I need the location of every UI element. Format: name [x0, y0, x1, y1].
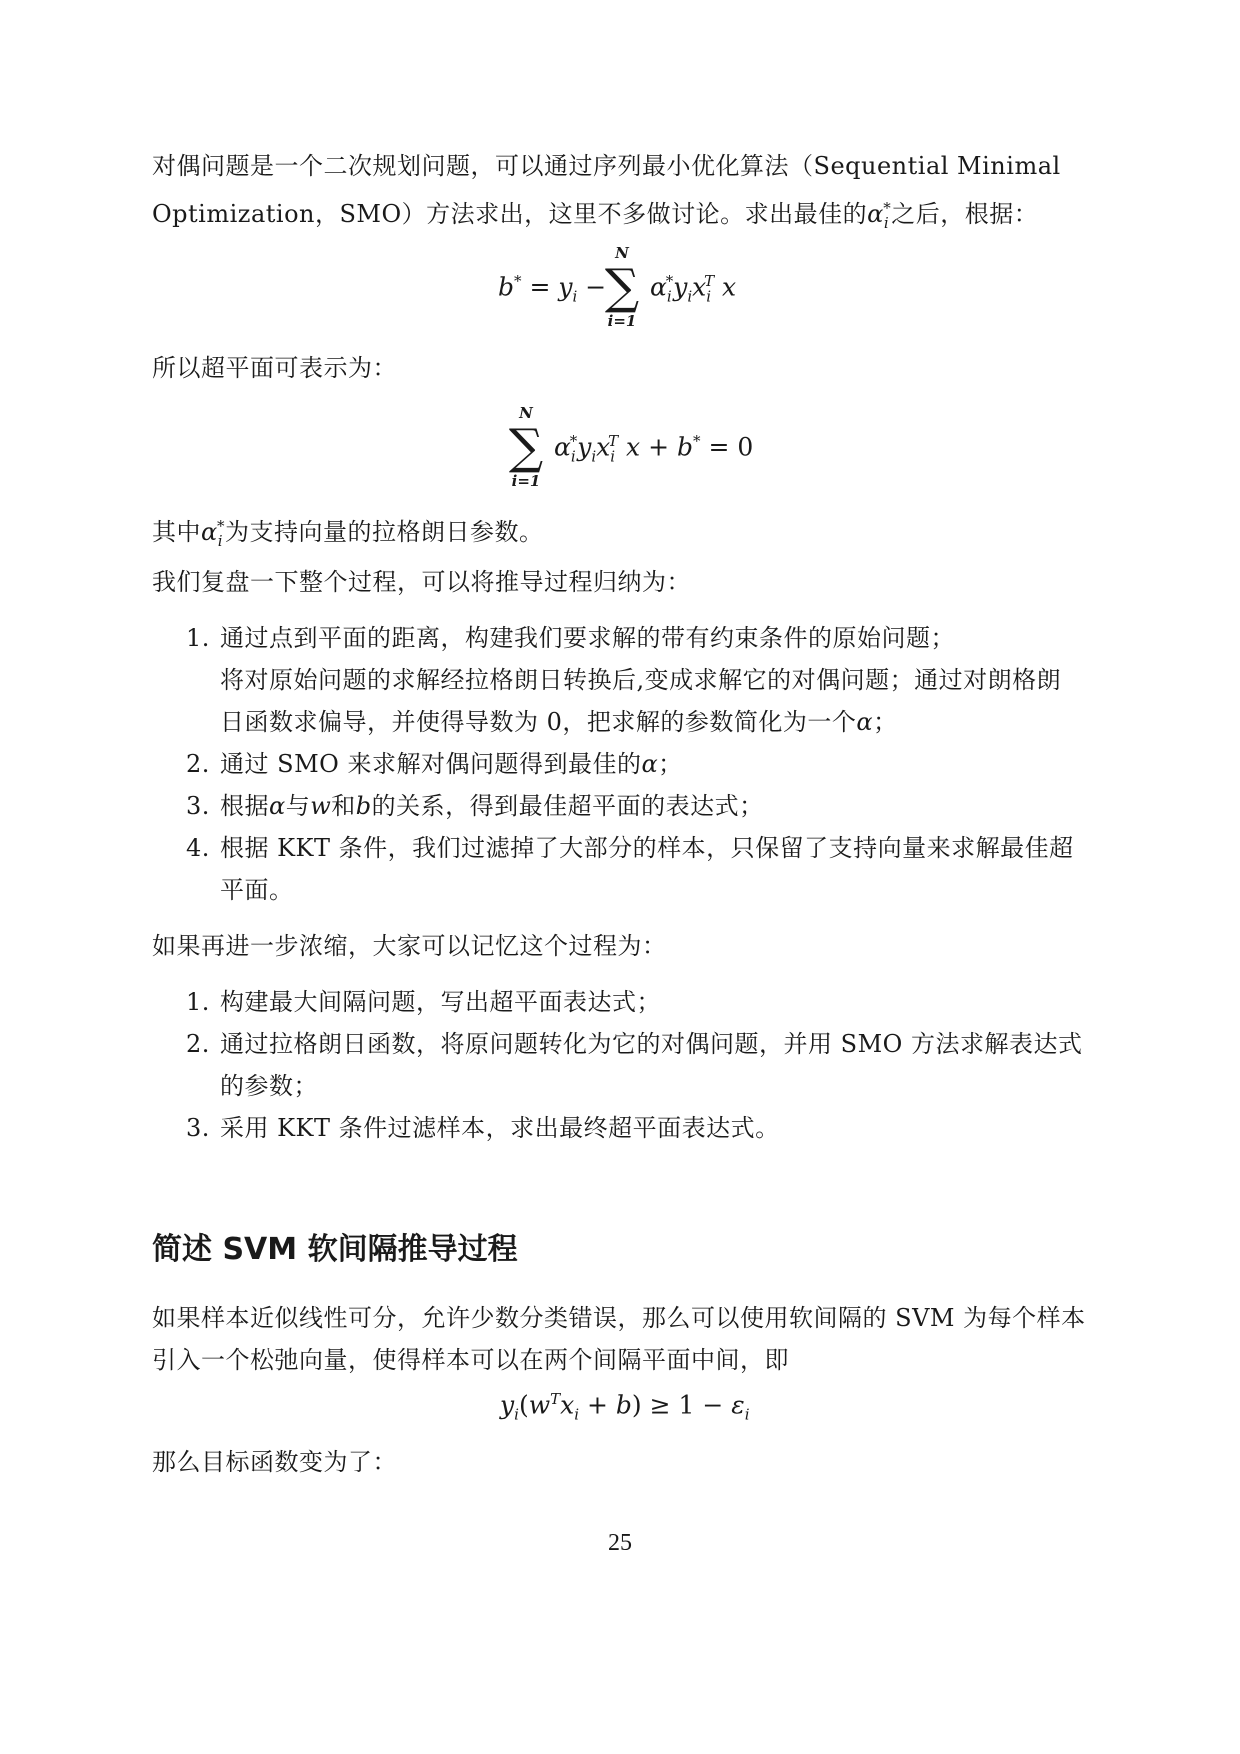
p1-line2-post: 之后，根据：	[891, 200, 1039, 228]
paragraph-line	[152, 510, 544, 557]
list-item: 3. 根据α与w和b的关系，得到最佳超平面的表达式；	[186, 792, 764, 820]
list-item-continuation: 将对原始问题的求解经拉格朗日转换后,变成求解它的对偶问题；通过对朗格朗	[220, 666, 1062, 694]
list-item-continuation: 日函数求偏导，并使得导数为 0，把求解的参数简化为一个α；	[220, 708, 898, 736]
list-item: 1. 构建最大间隔问题，写出超平面表达式；	[186, 988, 661, 1016]
equation-b-star: $b^* = y_i$ −	[498, 272, 607, 306]
paragraph-line	[152, 566, 691, 598]
list-item: 2. 通过拉格朗日函数，将原问题转化为它的对偶问题，并用 SMO 方法求解表达式	[186, 1030, 1083, 1058]
paragraph-line	[152, 1344, 789, 1376]
summation-symbol: N ∑ i=1	[508, 404, 544, 490]
list-item: 1. 通过点到平面的距离，构建我们要求解的带有约束条件的原始问题；	[186, 624, 955, 652]
equation-b-star-terms: $\alpha_i^*y_ix_i^T$ x	[650, 272, 737, 306]
p1-line2-pre: Optimization，SMO）方法求出，这里不多做讨论。求出最佳的	[152, 200, 868, 228]
p4: 我们复盘一下整个过程，可以将推导过程归纳为：	[152, 568, 691, 596]
p7: 那么目标函数变为了：	[152, 1448, 397, 1476]
paragraph-line	[152, 930, 667, 962]
summation-symbol: N ∑ i=1	[604, 244, 640, 330]
section-heading: 简述 SVM 软间隔推导过程	[152, 1232, 518, 1267]
list-item: 2. 通过 SMO 来求解对偶问题得到最佳的α；	[186, 750, 683, 778]
alpha-star-symbol: $\alpha_i^*$	[201, 517, 226, 550]
list-item: 3. 采用 KKT 条件过滤样本，求出最终超平面表达式。	[186, 1114, 780, 1142]
paragraph-line	[152, 150, 1061, 182]
p6-line1: 如果样本近似线性可分，允许少数分类错误，那么可以使用软间隔的 SVM 为每个样本	[152, 1304, 1086, 1332]
list-item: 4. 根据 KKT 条件，我们过滤掉了大部分的样本，只保留了支持向量来求解最佳超	[186, 834, 1074, 862]
equation-hyperplane: $\alpha_i^*y_ix_i^T$ x + b* = 0	[554, 432, 754, 466]
equation-soft-margin-constraint: $y_i(w^Tx_i + b) \ge 1 - \varepsilon_i$	[500, 1390, 750, 1424]
p6-line2: 引入一个松弛向量，使得样本可以在两个间隔平面中间，即	[152, 1346, 789, 1374]
paragraph-line	[152, 352, 397, 384]
page-number: 25	[608, 1530, 632, 1556]
list-item-continuation: 平面。	[220, 876, 294, 904]
p3-pre: 其中	[152, 518, 201, 546]
alpha-star-symbol: $\alpha_i^*$	[867, 199, 892, 232]
p1-line1: 对偶问题是一个二次规划问题，可以通过序列最小优化算法（Sequential Minimal	[152, 152, 1061, 180]
list-item-continuation: 的参数；	[220, 1072, 318, 1100]
paragraph-line	[152, 192, 1038, 239]
p3-post: 为支持向量的拉格朗日参数。	[225, 518, 544, 546]
p5: 如果再进一步浓缩，大家可以记忆这个过程为：	[152, 932, 667, 960]
paragraph-line	[152, 1446, 397, 1478]
paragraph-line	[152, 1302, 1086, 1334]
p2: 所以超平面可表示为：	[152, 354, 397, 382]
